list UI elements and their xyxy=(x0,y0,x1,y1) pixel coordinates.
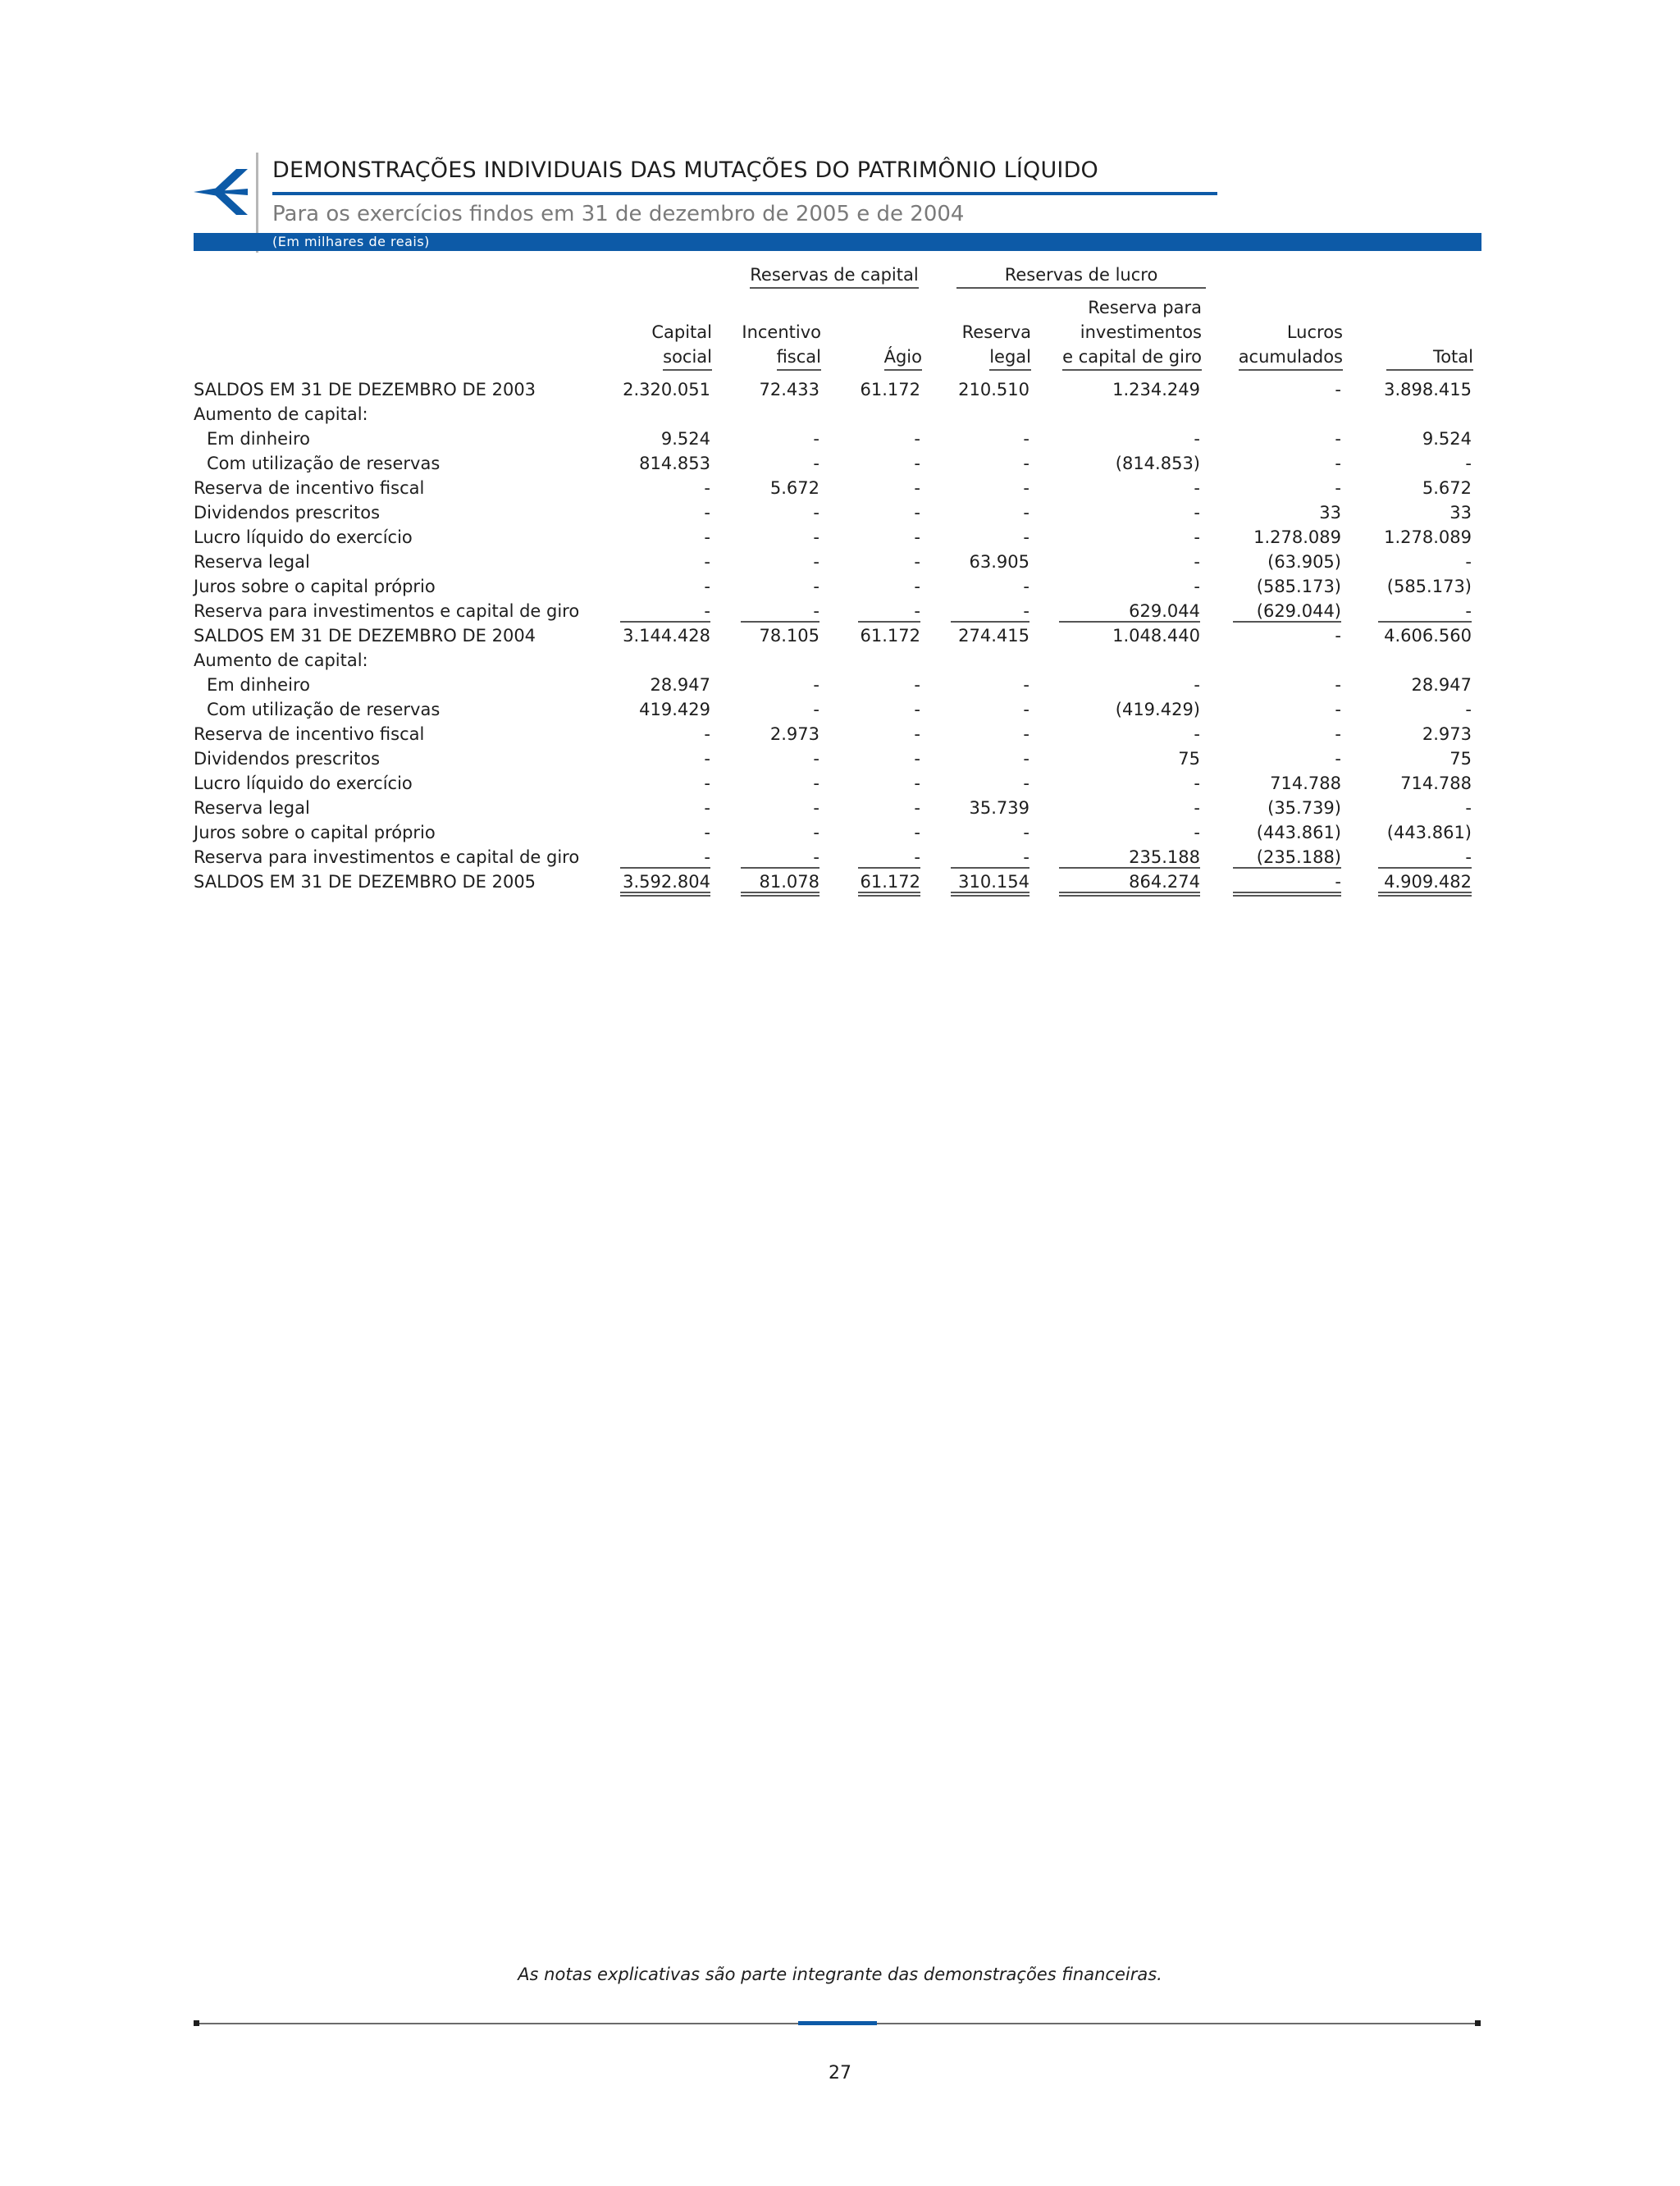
row-label: SALDOS EM 31 DE DEZEMBRO DE 2003 xyxy=(194,380,536,399)
col-header-lucros-acumulados xyxy=(1239,320,1343,371)
row-label: Juros sobre o capital próprio xyxy=(194,577,436,596)
group-reservas-capital: Reservas de capital xyxy=(750,262,919,289)
table-row xyxy=(194,746,1490,771)
col-header-line: Ágio xyxy=(884,345,922,371)
row-label: Aumento de capital: xyxy=(194,404,368,424)
cell-reserva-investimentos: (419.429) xyxy=(1115,700,1200,719)
table-row xyxy=(194,451,1490,476)
cell-agio: 61.172 xyxy=(860,626,920,646)
cell-reserva-legal: - xyxy=(1023,700,1029,719)
cell-incentivo-fiscal: - xyxy=(813,429,819,449)
row-label: Dividendos prescritos xyxy=(194,749,381,769)
col-header-line: Incentivo xyxy=(742,322,821,342)
cell-agio: - xyxy=(914,503,920,523)
cell-incentivo-fiscal: - xyxy=(813,577,819,596)
cell-lucros-acumulados: (629.044) xyxy=(1233,599,1341,623)
col-header-line: investimentos xyxy=(1080,322,1202,342)
cell-incentivo-fiscal: 72.433 xyxy=(759,380,819,399)
cell-lucros-acumulados: - xyxy=(1335,724,1341,744)
cell-lucros-acumulados: (35.739) xyxy=(1267,798,1341,818)
cell-capital-social: 814.853 xyxy=(639,454,710,473)
cell-reserva-investimentos: 1.048.440 xyxy=(1112,626,1200,646)
cell-agio: 61.172 xyxy=(860,380,920,399)
cell-lucros-acumulados: (443.861) xyxy=(1256,823,1341,842)
table-row xyxy=(194,500,1490,525)
table-row xyxy=(194,574,1490,599)
cell-agio: 61.172 xyxy=(858,869,920,897)
table-row xyxy=(194,550,1490,574)
cell-capital-social: - xyxy=(704,823,710,842)
cell-lucros-acumulados: - xyxy=(1335,626,1341,646)
cell-reserva-investimentos: 864.274 xyxy=(1059,869,1200,897)
cell-reserva-legal xyxy=(951,648,1029,670)
cell-reserva-investimentos: 75 xyxy=(1178,749,1200,769)
cell-reserva-legal: 210.510 xyxy=(958,380,1029,399)
cell-reserva-investimentos: - xyxy=(1194,527,1200,547)
cell-total: 2.973 xyxy=(1422,724,1472,744)
cell-capital-social: - xyxy=(704,503,710,523)
cell-capital-social: - xyxy=(704,724,710,744)
col-header-line: Lucros xyxy=(1286,322,1343,342)
cell-total: 9.524 xyxy=(1422,429,1472,449)
row-label: Reserva para investimentos e capital de giro xyxy=(194,847,580,867)
cell-agio xyxy=(858,648,920,670)
cell-agio: - xyxy=(858,599,920,623)
cell-capital-social xyxy=(620,648,710,670)
footer-rule-end xyxy=(194,2020,199,2026)
cell-incentivo-fiscal: - xyxy=(813,503,819,523)
cell-reserva-investimentos: - xyxy=(1194,429,1200,449)
cell-incentivo-fiscal: - xyxy=(813,675,819,695)
col-header-line: Reserva xyxy=(961,322,1031,342)
cell-reserva-legal: 310.154 xyxy=(951,869,1029,897)
row-label: SALDOS EM 31 DE DEZEMBRO DE 2004 xyxy=(194,626,536,646)
cell-reserva-investimentos: - xyxy=(1194,478,1200,498)
col-header-line: e capital de giro xyxy=(1062,345,1202,371)
table-row xyxy=(194,771,1490,796)
table-row xyxy=(194,697,1490,722)
cell-reserva-investimentos: 1.234.249 xyxy=(1112,380,1200,399)
col-header-line: Total xyxy=(1386,345,1473,371)
footnote: As notas explicativas são parte integrante das demonstrações financeiras. xyxy=(518,1965,1162,1984)
cell-reserva-legal: - xyxy=(1023,774,1029,793)
row-label: Dividendos prescritos xyxy=(194,503,381,523)
row-label: Reserva legal xyxy=(194,798,310,818)
cell-agio: - xyxy=(914,749,920,769)
col-header-line: Reserva para xyxy=(1088,298,1202,317)
cell-total: 33 xyxy=(1449,503,1472,523)
table-row xyxy=(194,623,1490,648)
table-row xyxy=(194,377,1490,402)
cell-reserva-legal: - xyxy=(1023,478,1029,498)
cell-agio: - xyxy=(914,429,920,449)
cell-reserva-investimentos xyxy=(1059,648,1200,670)
table-row xyxy=(194,722,1490,746)
cell-total: 5.672 xyxy=(1422,478,1472,498)
cell-total: (585.173) xyxy=(1386,577,1472,596)
cell-reserva-legal: 35.739 xyxy=(969,798,1029,818)
cell-total xyxy=(1378,648,1472,670)
cell-reserva-legal xyxy=(951,402,1029,424)
cell-incentivo-fiscal: - xyxy=(741,845,819,869)
cell-incentivo-fiscal: - xyxy=(813,823,819,842)
row-label: SALDOS EM 31 DE DEZEMBRO DE 2005 xyxy=(194,872,536,892)
row-label: Com utilização de reservas xyxy=(207,700,441,719)
cell-total: 714.788 xyxy=(1400,774,1472,793)
col-header-incentivo-fiscal xyxy=(742,320,821,371)
cell-capital-social: - xyxy=(704,478,710,498)
cell-reserva-investimentos: - xyxy=(1194,724,1200,744)
table-row xyxy=(194,673,1490,697)
cell-reserva-investimentos: 235.188 xyxy=(1059,845,1200,869)
col-header-capital-social xyxy=(651,320,712,371)
cell-lucros-acumulados: 714.788 xyxy=(1270,774,1341,793)
cell-capital-social: 9.524 xyxy=(660,429,710,449)
col-header-line: legal xyxy=(989,345,1031,371)
cell-agio: - xyxy=(914,577,920,596)
cell-incentivo-fiscal xyxy=(741,402,819,424)
col-header-total xyxy=(1386,345,1473,371)
cell-total: 1.278.089 xyxy=(1384,527,1472,547)
cell-reserva-legal: - xyxy=(1023,454,1029,473)
cell-incentivo-fiscal: - xyxy=(813,454,819,473)
cell-lucros-acumulados: 1.278.089 xyxy=(1253,527,1341,547)
cell-incentivo-fiscal: 5.672 xyxy=(769,478,819,498)
row-label: Reserva legal xyxy=(194,552,310,572)
cell-reserva-investimentos xyxy=(1059,402,1200,424)
cell-total: 28.947 xyxy=(1411,675,1472,695)
cell-incentivo-fiscal: - xyxy=(813,527,819,547)
page-number: 27 xyxy=(829,2063,851,2083)
cell-capital-social: - xyxy=(704,798,710,818)
cell-capital-social: 2.320.051 xyxy=(623,380,710,399)
cell-capital-social: 28.947 xyxy=(650,675,710,695)
cell-agio: - xyxy=(914,527,920,547)
cell-reserva-legal: - xyxy=(1023,823,1029,842)
table-row xyxy=(194,402,1490,427)
cell-agio xyxy=(858,402,920,424)
cell-incentivo-fiscal: 81.078 xyxy=(741,869,819,897)
cell-incentivo-fiscal: - xyxy=(813,552,819,572)
cell-reserva-investimentos: - xyxy=(1194,798,1200,818)
cell-reserva-legal: - xyxy=(951,599,1029,623)
row-label: Aumento de capital: xyxy=(194,650,368,670)
cell-incentivo-fiscal: - xyxy=(741,599,819,623)
cell-capital-social xyxy=(620,402,710,424)
cell-total: (443.861) xyxy=(1386,823,1472,842)
cell-incentivo-fiscal xyxy=(741,648,819,670)
cell-reserva-legal: - xyxy=(1023,503,1029,523)
cell-reserva-investimentos: - xyxy=(1194,675,1200,695)
cell-reserva-legal: - xyxy=(951,845,1029,869)
cell-incentivo-fiscal: - xyxy=(813,749,819,769)
cell-reserva-investimentos: - xyxy=(1194,552,1200,572)
cell-total xyxy=(1378,402,1472,424)
cell-total: - xyxy=(1465,700,1472,719)
cell-agio: - xyxy=(914,823,920,842)
cell-total: 3.898.415 xyxy=(1384,380,1472,399)
cell-capital-social: - xyxy=(620,599,710,623)
col-header-line: fiscal xyxy=(777,345,821,371)
cell-agio: - xyxy=(914,774,920,793)
cell-lucros-acumulados: - xyxy=(1335,675,1341,695)
cell-capital-social: - xyxy=(704,552,710,572)
cell-agio: - xyxy=(914,552,920,572)
cell-capital-social: 3.144.428 xyxy=(623,626,710,646)
cell-reserva-legal: 274.415 xyxy=(958,626,1029,646)
cell-total: - xyxy=(1465,798,1472,818)
col-header-reserva-legal xyxy=(962,320,1031,371)
col-header-line: social xyxy=(663,345,712,371)
cell-capital-social: - xyxy=(704,774,710,793)
cell-agio: - xyxy=(914,700,920,719)
cell-incentivo-fiscal: - xyxy=(813,700,819,719)
cell-agio: - xyxy=(914,478,920,498)
cell-reserva-legal: 63.905 xyxy=(969,552,1029,572)
table-row xyxy=(194,525,1490,550)
cell-reserva-legal: - xyxy=(1023,749,1029,769)
company-logo-icon xyxy=(194,169,248,215)
cell-reserva-legal: - xyxy=(1023,429,1029,449)
row-label: Juros sobre o capital próprio xyxy=(194,823,436,842)
cell-lucros-acumulados: (235.188) xyxy=(1233,845,1341,869)
cell-reserva-legal: - xyxy=(1023,527,1029,547)
table-row xyxy=(194,845,1490,869)
cell-lucros-acumulados: - xyxy=(1335,749,1341,769)
cell-lucros-acumulados: - xyxy=(1335,700,1341,719)
cell-incentivo-fiscal: 2.973 xyxy=(769,724,819,744)
cell-agio: - xyxy=(914,724,920,744)
table-row xyxy=(194,869,1490,894)
cell-incentivo-fiscal: - xyxy=(813,798,819,818)
cell-incentivo-fiscal: 78.105 xyxy=(759,626,819,646)
title-underline xyxy=(272,192,1217,195)
cell-total: 75 xyxy=(1449,749,1472,769)
cell-total: 4.606.560 xyxy=(1384,626,1472,646)
cell-lucros-acumulados: - xyxy=(1335,429,1341,449)
cell-capital-social: - xyxy=(704,749,710,769)
statement-table xyxy=(194,377,1490,894)
footer-rule-end xyxy=(1475,2020,1481,2026)
row-label: Com utilização de reservas xyxy=(207,454,441,473)
cell-total: - xyxy=(1378,599,1472,623)
footer-accent xyxy=(798,2021,877,2025)
row-label: Em dinheiro xyxy=(207,675,310,695)
cell-capital-social: 419.429 xyxy=(639,700,710,719)
row-label: Reserva de incentivo fiscal xyxy=(194,478,425,498)
cell-lucros-acumulados: - xyxy=(1335,380,1341,399)
cell-total: 4.909.482 xyxy=(1378,869,1472,897)
cell-agio: - xyxy=(914,675,920,695)
cell-capital-social: - xyxy=(704,527,710,547)
cell-reserva-legal: - xyxy=(1023,675,1029,695)
page-subtitle: Para os exercícios findos em 31 de dezembro de 2005 e de 2004 xyxy=(272,202,965,226)
table-row xyxy=(194,427,1490,451)
row-label: Reserva para investimentos e capital de giro xyxy=(194,601,580,621)
cell-lucros-acumulados: 33 xyxy=(1319,503,1341,523)
group-reservas-lucro: Reservas de lucro xyxy=(956,262,1206,289)
row-label: Lucro líquido do exercício xyxy=(194,527,413,547)
cell-lucros-acumulados xyxy=(1233,648,1341,670)
table-row xyxy=(194,648,1490,673)
cell-lucros-acumulados: - xyxy=(1335,478,1341,498)
cell-agio: - xyxy=(858,845,920,869)
cell-capital-social: - xyxy=(704,577,710,596)
table-row xyxy=(194,599,1490,623)
cell-total: - xyxy=(1378,845,1472,869)
table-row xyxy=(194,796,1490,820)
cell-agio: - xyxy=(914,454,920,473)
cell-reserva-investimentos: - xyxy=(1194,774,1200,793)
cell-reserva-legal: - xyxy=(1023,724,1029,744)
cell-reserva-investimentos: 629.044 xyxy=(1059,599,1200,623)
cell-capital-social: 3.592.804 xyxy=(620,869,710,897)
cell-total: - xyxy=(1465,454,1472,473)
cell-reserva-investimentos: - xyxy=(1194,823,1200,842)
table-row xyxy=(194,820,1490,845)
cell-lucros-acumulados: - xyxy=(1335,454,1341,473)
col-header-agio xyxy=(884,345,922,371)
col-header-line: Capital xyxy=(651,322,712,342)
row-label: Em dinheiro xyxy=(207,429,310,449)
page-title: DEMONSTRAÇÕES INDIVIDUAIS DAS MUTAÇÕES DO PATRIMÔNIO LÍQUIDO xyxy=(272,157,1099,183)
cell-agio: - xyxy=(914,798,920,818)
cell-capital-social: - xyxy=(620,845,710,869)
cell-reserva-investimentos: - xyxy=(1194,503,1200,523)
cell-lucros-acumulados: (63.905) xyxy=(1267,552,1341,572)
cell-total: - xyxy=(1465,552,1472,572)
cell-lucros-acumulados: - xyxy=(1233,869,1341,897)
cell-reserva-investimentos: (814.853) xyxy=(1115,454,1200,473)
page-header xyxy=(194,153,1481,253)
col-header-reserva-investimentos xyxy=(1062,295,1202,371)
cell-reserva-investimentos: - xyxy=(1194,577,1200,596)
cell-lucros-acumulados: (585.173) xyxy=(1256,577,1341,596)
table-row xyxy=(194,476,1490,500)
cell-lucros-acumulados xyxy=(1233,402,1341,424)
unit-note: (Em milhares de reais) xyxy=(272,234,430,249)
cell-reserva-legal: - xyxy=(1023,577,1029,596)
col-header-line: acumulados xyxy=(1239,345,1343,371)
row-label: Lucro líquido do exercício xyxy=(194,774,413,793)
cell-incentivo-fiscal: - xyxy=(813,774,819,793)
row-label: Reserva de incentivo fiscal xyxy=(194,724,425,744)
